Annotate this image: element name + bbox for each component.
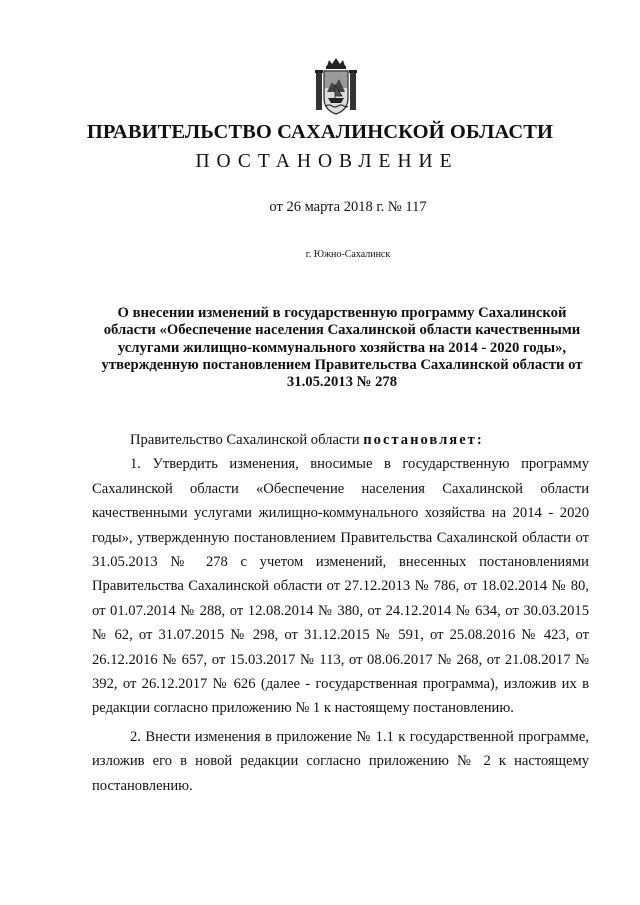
- document-subject: О внесении изменений в государственную программу Сахалинской области «Обеспечение населения Сахалинской области качественными услугами жилищно-коммунального хозяйства на 2014 - 2020 годы», утвержденную постановлением Правительства Сахалинской области от 31.05.2013 № 278: [101, 305, 583, 391]
- document-type: ПОСТАНОВЛЕНИЕ: [195, 151, 459, 172]
- paragraph-1: 1. Утвердить изменения, вносимые в государственную программу Сахалинской области «Обеспечение населения Сахалинской области качественными услугами жилищно-коммунального хозяйства на 2014 - 2020 годы», утвержденную постановлением Правительства Сахалинской области от 31.05.2013 № 278 с учетом изменений, внесенных постановлениями Правительства Сахалинской области от 27.12.2013 № 786, от 18.02.2014 № 80, от 01.07.2014 № 288, от 12.08.2014 № 380, от 24.12.2014 № 634, от 30.03.2015 № 62, от 31.07.2015 № 298, от 31.12.2015 № 591, от 25.08.2016 № 423, от 26.12.2016 № 657, от 15.03.2017 № 113, от 08.06.2017 № 268, от 21.08.2017 № 392, от 26.12.2017 № 626 (далее - государственная программа), изложив их в редакции согласно приложению № 1 к настоящему постановлению.: [92, 456, 589, 717]
- coat-of-arms-icon: [315, 58, 357, 116]
- preamble-lead: Правительство Сахалинской области: [130, 432, 364, 448]
- document-body: [92, 428, 589, 798]
- document-date-number: от 26 марта 2018 г. № 117: [269, 199, 427, 215]
- paragraph-2: 2. Внести изменения в приложение № 1.1 к государственной программе, изложив его в новой редакции согласно приложению № 2 к настоящему постановлению.: [92, 728, 589, 794]
- preamble: [92, 428, 589, 452]
- preamble-verb: постановляет:: [363, 432, 484, 448]
- organization-title: ПРАВИТЕЛЬСТВО САХАЛИНСКОЙ ОБЛАСТИ: [86, 121, 554, 143]
- document-city: г. Южно-Сахалинск: [305, 249, 391, 260]
